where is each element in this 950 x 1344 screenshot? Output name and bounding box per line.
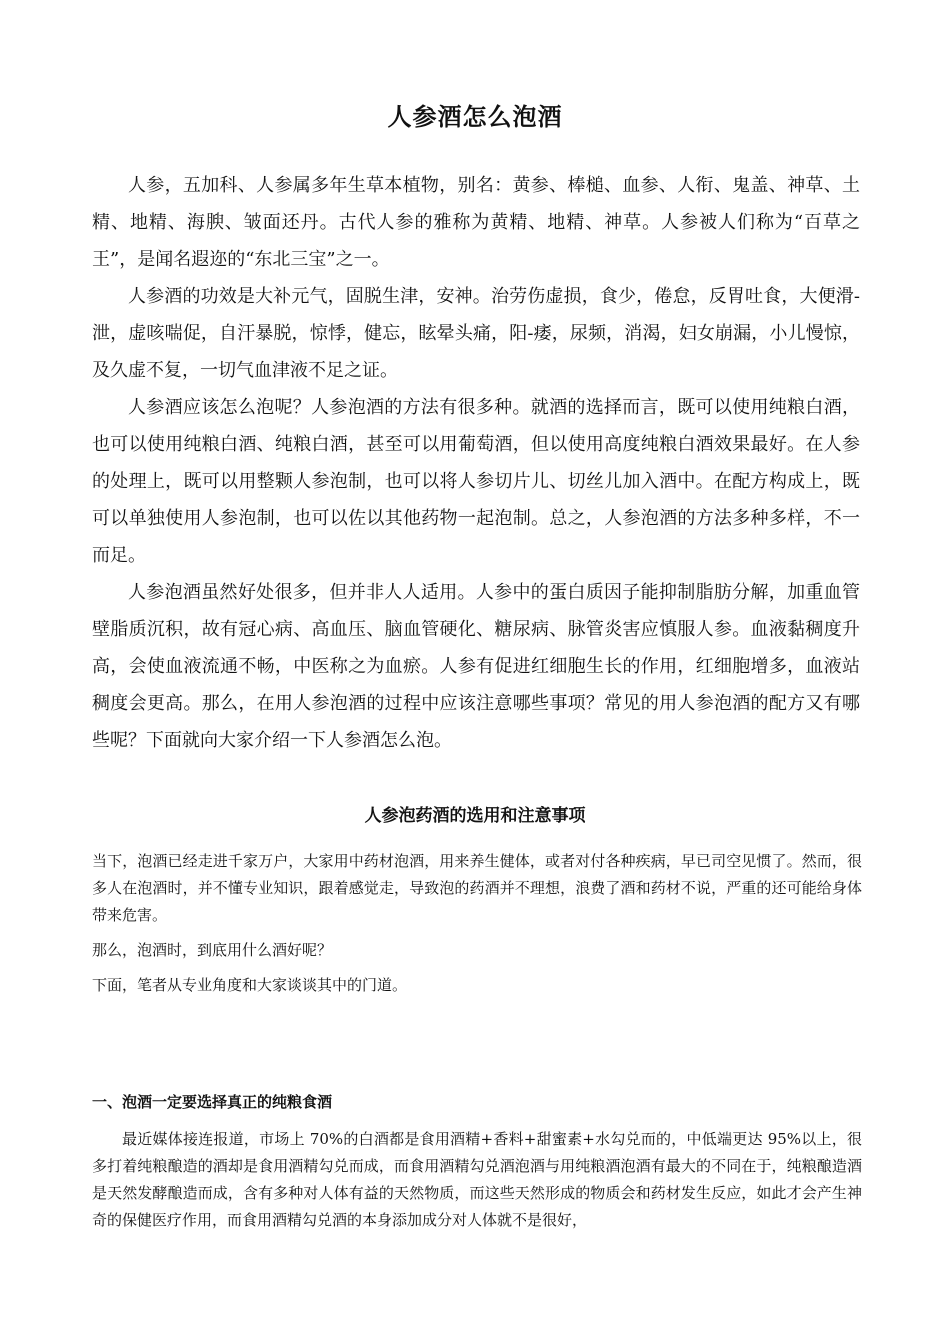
paragraph: 下面，笔者从专业角度和大家谈谈其中的门道。 — [92, 976, 408, 994]
section2-body — [92, 848, 862, 999]
paragraph: 最近媒体接连报道，市场上 70%的白酒都是食用酒精+香料+甜蜜素+水勾兑而的，中低端更达 95%以上，很多打着纯粮酿造的酒却是食用酒精勾兑而成，而食用酒精勾兑酒泡酒与用纯粮酒泡酒有最大的不同在于，纯粮酿造酒是天然发酵酿造而成，含有多种对人体有益的天然物质，而这些天然形成的物质会和药材发生反应，如此才会产生神奇的保健医疗作用，而食用酒精勾兑酒的本身添加成分对人体就不是很好， — [92, 1130, 862, 1229]
paragraph: 人参酒应该怎么泡呢？人参泡酒的方法有很多种。就酒的选择而言，既可以使用纯粮白酒，也可以使用纯粮白酒、纯粮白酒，甚至可以用葡萄酒，但以使用高度纯粮白酒效果最好。在人参的处理上，既可以用整颗人参泡制，也可以将人参切片儿、切丝儿加入酒中。在配方构成上，既可以单独使用人参泡制，也可以佐以其他药物一起泡制。总之，人参泡酒的方法多种多样，不一而足。 — [92, 397, 860, 566]
intro-section — [92, 167, 860, 759]
paragraph: 人参泡酒虽然好处很多，但并非人人适用。人参中的蛋白质因子能抑制脂肪分解，加重血管壁脂质沉积，故有冠心病、高血压、脑血管硬化、糖尿病、脉管炎害应慎服人参。血液黏稠度升高，会使血液流通不畅，中医称之为血瘀。人参有促进红细胞生长的作用，红细胞增多，血液站稠度会更高。那么，在用人参泡酒的过程中应该注意哪些事项？常见的用人参泡酒的配方又有哪些呢？下面就向大家介绍一下人参酒怎么泡。 — [92, 582, 860, 751]
paragraph: 人参，五加科、人参属多年生草本植物，别名：黄参、棒槌、血参、人衔、鬼盖、神草、土精、地精、海腴、皱面还丹。古代人参的雅称为黄精、地精、神草。人参被人们称为“百草之王”，是闻名遐迩的“东北三宝”之一。 — [92, 175, 860, 270]
paragraph: 人参酒的功效是大补元气，固脱生津，安神。治劳伤虚损，食少，倦怠，反胃吐食，大便滑-泄，虚咳喘促，自汗暴脱，惊悸，健忘，眩晕头痛，阳-痿，尿频，消渴，妇女崩漏，小儿慢惊，及久虚不复，一切气血津液不足之证。 — [92, 286, 860, 381]
section-subtitle: 人参泡药酒的选用和注意事项 — [364, 806, 586, 826]
document-title: 人参酒怎么泡酒 — [387, 102, 563, 131]
section-heading: 一、泡酒一定要选择真正的纯粮食酒 — [92, 1093, 333, 1111]
paragraph: 当下，泡酒已经走进千家万户，大家用中药材泡酒，用来养生健体，或者对付各种疾病，早已司空见惯了。然而，很多人在泡酒时，并不懂专业知识，跟着感觉走，导致泡的药酒并不理想，浪费了酒和药材不说，严重的还可能给身体带来危害。 — [92, 852, 862, 924]
paragraph: 那么，泡酒时，到底用什么酒好呢？ — [92, 941, 333, 959]
section3-body — [92, 1126, 862, 1234]
